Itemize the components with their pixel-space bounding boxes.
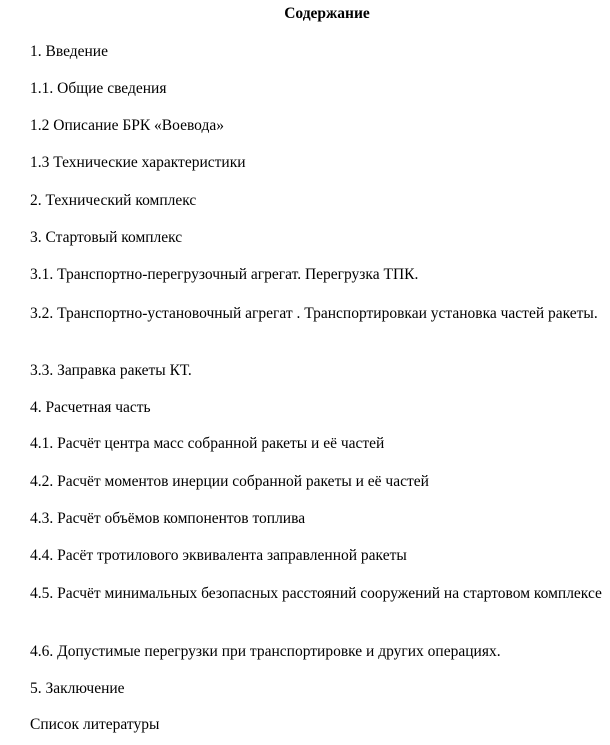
toc-title: Содержание [284,5,370,22]
toc-item-tnt-equivalent: 4.4. Расёт тротилового эквивалента заправленной ракеты [30,547,407,564]
toc-item-intro: 1. Введение [30,43,108,60]
toc-item-tech-complex: 2. Технический комплекс [30,192,197,209]
toc-item-conclusion: 5. Заключение [30,680,125,697]
toc-item-safe-distances: 4.5. Расчёт минимальных безопасных расстояний сооружений на стартовом комплексе [30,585,602,602]
toc-item-launch-complex: 3. Стартовый комплекс [30,229,183,246]
toc-item-fuel-volumes: 4.3. Расчёт объёмов компонентов топлива [30,510,306,527]
toc-item-brk-description: 1.2 Описание БРК «Воевода» [30,117,224,134]
toc-item-fueling: 3.3. Заправка ракеты КТ. [30,362,192,379]
toc-item-install-unit: 3.2. Транспортно-установочный агрегат . Транспортировкаи установка частей ракеты. [30,305,598,322]
toc-item-references: Список литературы [30,716,160,733]
toc-item-overloads: 4.6. Допустимые перегрузки при транспортировке и других операциях. [30,643,501,660]
toc-item-inertia-moments: 4.2. Расчёт моментов инерции собранной ракеты и её частей [30,473,429,490]
toc-item-tech-specs: 1.3 Технические характеристики [30,154,246,171]
toc-item-general-info: 1.1. Общие сведения [30,80,167,97]
toc-item-center-of-mass: 4.1. Расчёт центра масс собранной ракеты и её частей [30,435,385,452]
toc-item-transfer-unit: 3.1. Транспортно-перегрузочный агрегат. Перегрузка ТПК. [30,266,419,283]
toc-item-calculations: 4. Расчетная часть [30,399,151,416]
